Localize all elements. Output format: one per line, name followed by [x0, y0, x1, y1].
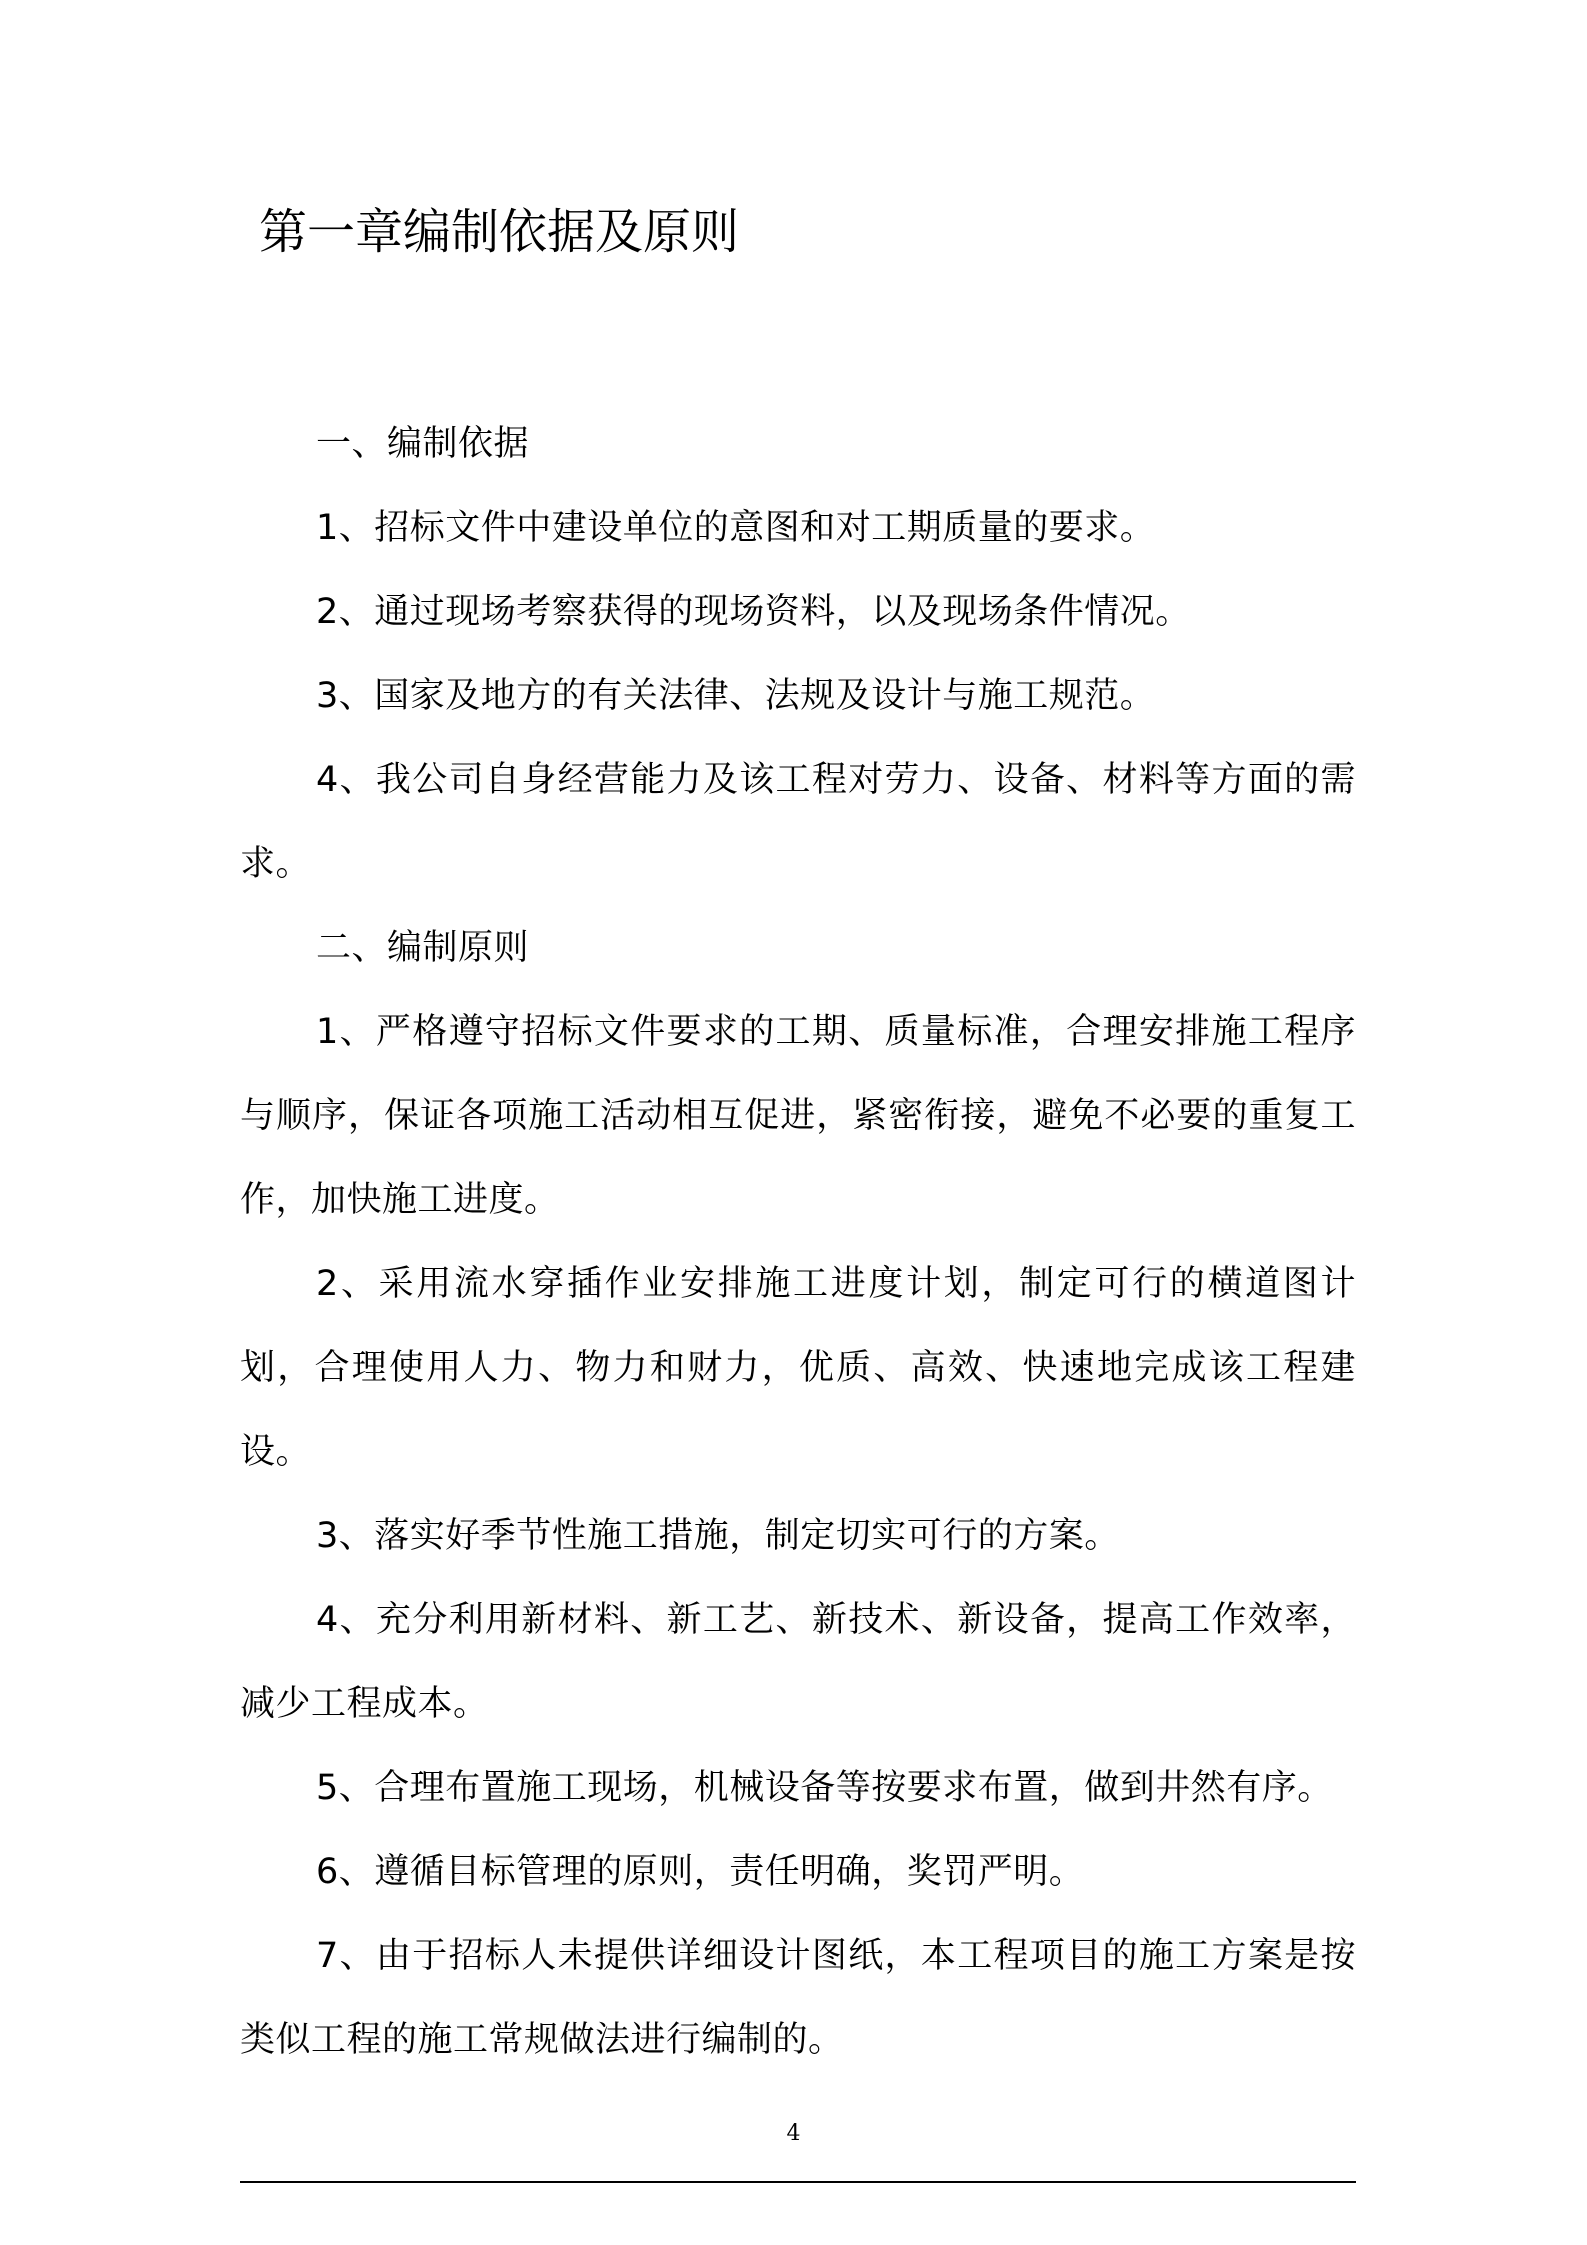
- page-number: 4: [786, 2121, 801, 2146]
- principle-item-6: 6、遵循目标管理的原则，责任明确，奖罚严明。: [316, 1852, 1085, 1892]
- footer-rule: [240, 2181, 1356, 2183]
- document-body: [240, 402, 1356, 2082]
- principle-item-5: 5、合理布置施工现场，机械设备等按要求布置，做到井然有序。: [316, 1768, 1333, 1808]
- principle-item-2: 2、采用流水穿插作业安排施工进度计划，制定可行的横道图计划，合理使用人力、物力和财力，优质、高效、快速地完成该工程建设。: [240, 1264, 1356, 1472]
- principle-item-3: 3、落实好季节性施工措施，制定切实可行的方案。: [316, 1516, 1120, 1556]
- basis-item-2: 2、通过现场考察获得的现场资料，以及现场条件情况。: [316, 592, 1191, 632]
- chapter-title: 第一章编制依据及原则: [259, 204, 740, 260]
- section-heading-principles: 二、编制原则: [316, 928, 530, 968]
- basis-item-4: 4、我公司自身经营能力及该工程对劳力、设备、材料等方面的需求。: [240, 760, 1356, 884]
- principle-item-1: 1、严格遵守招标文件要求的工期、质量标准，合理安排施工程序与顺序，保证各项施工活动相互促进，紧密衔接，避免不必要的重复工作，加快施工进度。: [240, 1012, 1356, 1220]
- principle-item-7: 7、由于招标人未提供详细设计图纸，本工程项目的施工方案是按类似工程的施工常规做法进行编制的。: [240, 1936, 1356, 2060]
- principle-item-4: 4、充分利用新材料、新工艺、新技术、新设备，提高工作效率，减少工程成本。: [240, 1600, 1356, 1724]
- basis-item-3: 3、国家及地方的有关法律、法规及设计与施工规范。: [316, 676, 1156, 716]
- section-heading-basis: 一、编制依据: [316, 424, 530, 464]
- basis-item-1: 1、招标文件中建设单位的意图和对工期质量的要求。: [316, 508, 1156, 548]
